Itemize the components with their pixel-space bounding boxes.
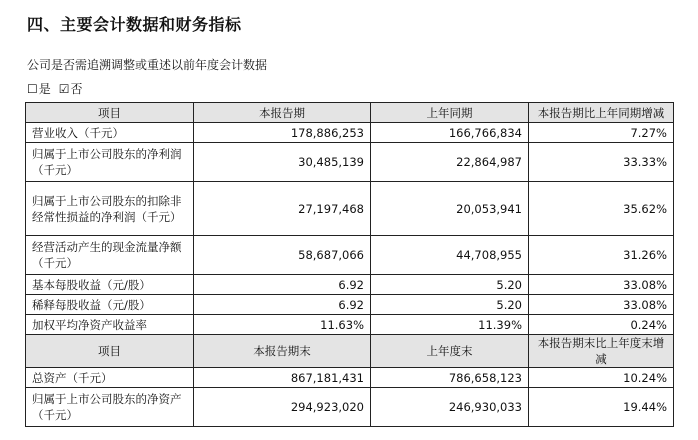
prior-value: 786,658,123 bbox=[371, 368, 529, 388]
row-label: 归属于上市公司股东的扣除非经常性损益的净利润（千元） bbox=[26, 182, 194, 236]
table-header-row bbox=[26, 335, 674, 368]
column-header: 本报告期末比上年度末增减 bbox=[529, 335, 674, 368]
row-label: 加权平均净资产收益率 bbox=[26, 315, 194, 335]
table-row bbox=[26, 295, 674, 315]
unchecked-box-icon: ☐ bbox=[27, 81, 38, 96]
row-label: 归属于上市公司股东的净资产（千元） bbox=[26, 388, 194, 427]
change-value: 33.33% bbox=[529, 143, 674, 182]
column-header: 本报告期比上年同期增减 bbox=[529, 103, 674, 123]
current-value: 27,197,468 bbox=[194, 182, 371, 236]
prior-value: 166,766,834 bbox=[371, 123, 529, 143]
current-value: 6.92 bbox=[194, 275, 371, 295]
restatement-choices bbox=[27, 80, 83, 97]
prior-value: 20,053,941 bbox=[371, 182, 529, 236]
prior-value: 246,930,033 bbox=[371, 388, 529, 427]
current-value: 58,687,066 bbox=[194, 236, 371, 275]
change-value: 35.62% bbox=[529, 182, 674, 236]
current-value: 294,923,020 bbox=[194, 388, 371, 427]
table-row bbox=[26, 143, 674, 182]
table-row bbox=[26, 388, 674, 427]
prior-value: 5.20 bbox=[371, 275, 529, 295]
choice-no-label: 否 bbox=[70, 82, 83, 96]
row-label: 归属于上市公司股东的净利润（千元） bbox=[26, 143, 194, 182]
column-header: 上年同期 bbox=[371, 103, 529, 123]
current-value: 30,485,139 bbox=[194, 143, 371, 182]
prior-value: 11.39% bbox=[371, 315, 529, 335]
table-row bbox=[26, 182, 674, 236]
table-row bbox=[26, 123, 674, 143]
change-value: 33.08% bbox=[529, 295, 674, 315]
current-value: 178,886,253 bbox=[194, 123, 371, 143]
current-value: 11.63% bbox=[194, 315, 371, 335]
prior-value: 44,708,955 bbox=[371, 236, 529, 275]
choice-yes[interactable] bbox=[27, 80, 51, 97]
row-label: 稀释每股收益（元/股） bbox=[26, 295, 194, 315]
choice-yes-label: 是 bbox=[38, 82, 51, 96]
row-label: 总资产（千元） bbox=[26, 368, 194, 388]
row-label: 基本每股收益（元/股） bbox=[26, 275, 194, 295]
change-value: 10.24% bbox=[529, 368, 674, 388]
choice-no[interactable] bbox=[59, 80, 83, 97]
change-value: 19.44% bbox=[529, 388, 674, 427]
change-value: 33.08% bbox=[529, 275, 674, 295]
table-header-row bbox=[26, 103, 674, 123]
row-label: 营业收入（千元） bbox=[26, 123, 194, 143]
table-row bbox=[26, 315, 674, 335]
column-header: 上年度末 bbox=[371, 335, 529, 368]
column-header: 项目 bbox=[26, 335, 194, 368]
table-row bbox=[26, 368, 674, 388]
prior-value: 22,864,987 bbox=[371, 143, 529, 182]
section-title: 四、主要会计数据和财务指标 bbox=[27, 15, 242, 34]
key-financial-data-table bbox=[25, 102, 674, 427]
prior-value: 5.20 bbox=[371, 295, 529, 315]
change-value: 7.27% bbox=[529, 123, 674, 143]
table-row bbox=[26, 275, 674, 295]
row-label: 经营活动产生的现金流量净额（千元） bbox=[26, 236, 194, 275]
restatement-question: 公司是否需追溯调整或重述以前年度会计数据 bbox=[27, 58, 268, 72]
current-value: 867,181,431 bbox=[194, 368, 371, 388]
change-value: 0.24% bbox=[529, 315, 674, 335]
checked-box-icon: ☑ bbox=[58, 81, 70, 96]
column-header: 本报告期末 bbox=[194, 335, 371, 368]
table-row bbox=[26, 236, 674, 275]
current-value: 6.92 bbox=[194, 295, 371, 315]
column-header: 本报告期 bbox=[194, 103, 371, 123]
column-header: 项目 bbox=[26, 103, 194, 123]
change-value: 31.26% bbox=[529, 236, 674, 275]
